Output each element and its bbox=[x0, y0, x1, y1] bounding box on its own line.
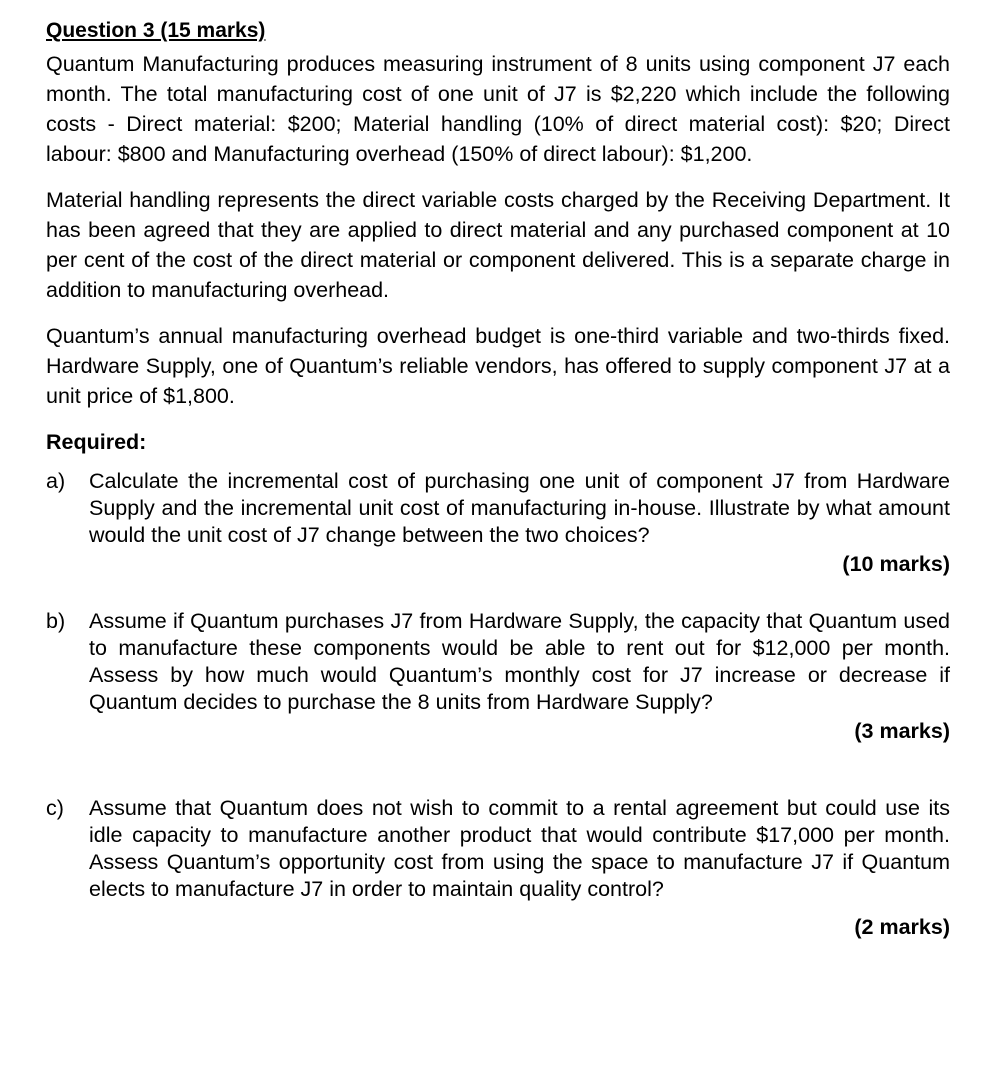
question-b-marks: (3 marks) bbox=[854, 719, 950, 743]
question-a-text: Calculate the incremental cost of purchasing one unit of component J7 from Hardware Supply and the incremental unit cost of manufacturing in-house. Illustrate by what amount would the unit cost of J7 change between the two choices? bbox=[89, 469, 950, 547]
question-a-marks: (10 marks) bbox=[842, 552, 950, 576]
question-b-text: Assume if Quantum purchases J7 from Hardware Supply, the capacity that Quantum used to manufacture these components would be able to rent out for $12,000 per month. Assess by how much would Quantum’s monthly cost for J7 increase or decrease if Quantum decides to purchase the 8 units from Hardware Supply? bbox=[89, 609, 950, 714]
question-a bbox=[46, 468, 950, 549]
question-b bbox=[46, 608, 950, 716]
paragraph-overhead-budget: Quantum’s annual manufacturing overhead budget is one-third variable and two-thirds fixed. Hardware Supply, one of Quantum’s reliable vendors, has offered to supply component J7 at a unit price of $1,800. bbox=[46, 324, 950, 408]
required-label: Required: bbox=[46, 430, 147, 454]
question-c-letter: c) bbox=[46, 796, 64, 820]
question-c-text: Assume that Quantum does not wish to commit to a rental agreement but could use its idle capacity to manufacture another product that would contribute $17,000 per month. Assess Quantum’s opportunity cost from using the space to manufacture J7 if Quantum elects to manufacture J7 in order to maintain quality control? bbox=[89, 796, 950, 901]
question-b-letter: b) bbox=[46, 609, 66, 633]
question-document bbox=[46, 18, 950, 941]
question-a-letter: a) bbox=[46, 469, 66, 493]
question-heading: Question 3 (15 marks) bbox=[46, 19, 266, 42]
question-c-marks: (2 marks) bbox=[854, 915, 950, 939]
paragraph-product-costs: Quantum Manufacturing produces measuring instrument of 8 units using component J7 each month. The total manufacturing cost of one unit of J7 is $2,220 which include the following costs - Direct material: $200; Material handling (10% of direct material cost): $20; Direct labour: $800 and Manufacturing overhead (150% of direct labour): $1,200. bbox=[46, 52, 950, 166]
question-c bbox=[46, 795, 950, 903]
paragraph-material-handling: Material handling represents the direct variable costs charged by the Receiving Department. It has been agreed that they are applied to direct material and any purchased component at 10 per cent of the cost of the direct material or component delivered. This is a separate charge in addition to manufacturing overhead. bbox=[46, 188, 950, 302]
